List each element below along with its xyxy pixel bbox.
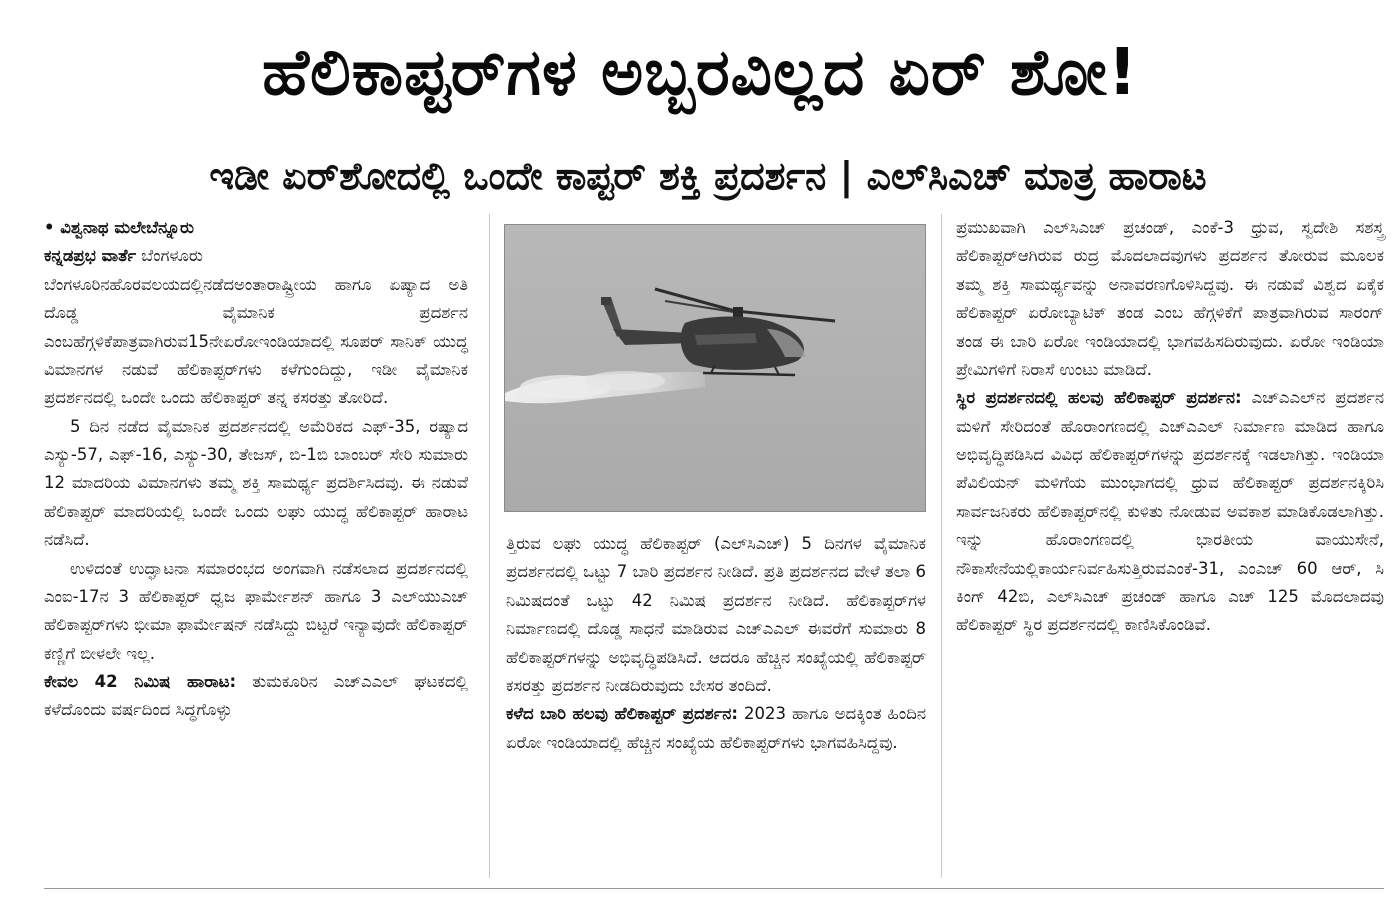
column-divider (941, 214, 942, 878)
article-column-2 (506, 530, 926, 757)
paragraph-text: ತುಮಕೂರಿನ ಎಚ್‌ಎಎಲ್ ಘಟಕದಲ್ಲಿ ಕಳೆದೊಂದು ವರ್ಷದಿಂದ ಸಿದ್ಧಗೊಳ್ಳು (44, 672, 468, 720)
paragraph: 5 ದಿನ ನಡೆದ ವೈಮಾನಿಕ ಪ್ರದರ್ಶನದಲ್ಲಿ ಅಮೆರಿಕದ ಎಫ್‌-35, ರಷ್ಯಾದ ಎಸ್ಯು-57, ಎಫ್‌-16, ಎಸ್ಯು-30, ತೇಜಸ್, ಬಿ-1ಬಿ ಬಾಂಬರ್ ಸೇರಿ ಸುಮಾರು 12 ಮಾದರಿಯ ವಿಮಾನಗಳು ತಮ್ಮ ಶಕ್ತಿ ಸಾಮರ್ಥ್ಯ ಪ್ರದರ್ಶಿಸಿದವು. ಈ ನಡುವೆ ಹೆಲಿಕಾಪ್ಟರ್ ಮಾದರಿಯಲ್ಲಿ ಒಂದೇ ಒಂದು ಲಘು ಯುದ್ಧ ಹೆಲಿಕಾಪ್ಟರ್ ಹಾರಾಟ ನಡೆಸಿದೆ. (44, 416, 468, 550)
article-column-3 (956, 214, 1384, 640)
paragraph (956, 384, 1384, 639)
paragraph-text: ಎಚ್‌ಎಎಲ್‌ನ ಪ್ರದರ್ಶನ ಮಳಿಗೆ ಸೇರಿದಂತೆ ಹೊರಾಂಗಣದಲ್ಲಿ ಎಚ್‌ಎಎಲ್ ನಿರ್ಮಾಣ ಮಾಡಿದ ಹಾಗೂ ಅಭಿವೃದ್ಧಿಪಡಿಸಿದ ವಿವಿಧ ಹೆಲಿಕಾಪ್ಟರ್‌ಗಳನ್ನು ಪ್ರದರ್ಶನಕ್ಕೆ ಇಡಲಾಗಿತ್ತು. ಇಂಡಿಯಾ ಪೆವಿಲಿಯನ್ ಮಳಿಗೆಯ ಮುಂಭಾಗದಲ್ಲಿ ಧ್ರುವ ಹೆಲಿಕಾಪ್ಟರ್ ಪ್ರದರ್ಶನಕ್ಕಿರಿಸಿ ಸಾರ್ವಜನಿಕರು ಹೆಲಿಕಾಪ್ಟರ್‌ನಲ್ಲಿ ಕುಳಿತು ನೋಡುವ ಅವಕಾಶ ಮಾಡಿಕೊಡಲಾಗಿತ್ತು. ಇನ್ನು ಹೊರಾಂಗಣದಲ್ಲಿ ಭಾರತೀಯ ವಾಯುಸೇನೆ, ನೌಕಾಸೇನೆಯಲ್ಲಿಕಾರ್ಯನಿರ್ವಹಿಸುತ್ತಿರುವಎಂಕೆ-31, ಎಂಎಚ್ 60 ಆರ್, ಸಿ ಕಿಂಗ್ 42ಬಿ, ಎಲ್‌ಸಿಎಚ್ ಪ್ರಚಂಡ್ ಹಾಗೂ ಎಚ್ 125 ಮೊದಲಾದವು ಹೆಲಿಕಾಪ್ಟರ್ ಸ್ಥಿರ ಪ್ರದರ್ಶನದಲ್ಲಿ ಕಾಣಿಸಿಕೊಂಡಿವೆ. (956, 388, 1384, 635)
byline-city: ಬೆಂಗಳೂರು (141, 246, 203, 266)
paragraph: ಉಳಿದಂತೆ ಉದ್ಘಾಟನಾ ಸಮಾರಂಭದ ಅಂಗವಾಗಿ ನಡೆಸಲಾದ ಪ್ರದರ್ಶನದಲ್ಲಿ ಎಂಐ-17ನ 3 ಹೆಲಿಕಾಪ್ಟರ್ ಧ್ವಜ ಫಾರ್ಮೇಶನ್ ಹಾಗೂ 3 ಎಲ್‌ಯುಎಚ್ ಹೆಲಿಕಾಪ್ಟರ್‌ಗಳು ಭೀಮಾ ಫಾರ್ಮೇಷನ್ ನಡೆಸಿದ್ದು ಬಿಟ್ಟರೆ ಇನ್ಯಾವುದೇ ಹೆಲಿಕಾಪ್ಟರ್ ಕಣ್ಣಿಗೆ ಬೀಳಲೇ ಇಲ್ಲ. (44, 558, 468, 663)
byline-author-name: • ವಿಶ್ವನಾಥ ಮಲೇಬೆನ್ನೂರು (44, 218, 194, 237)
paragraph: ತ್ತಿರುವ ಲಘು ಯುದ್ಧ ಹೆಲಿಕಾಪ್ಟರ್ (ಎಲ್‌ಸಿಎಚ್) 5 ದಿನಗಳ ವೈಮಾನಿಕ ಪ್ರದರ್ಶನದಲ್ಲಿ ಒಟ್ಟು 7 ಬಾರಿ ಪ್ರದರ್ಶನ ನೀಡಿದೆ. ಪ್ರತಿ ಪ್ರದರ್ಶನದ ವೇಳೆ ತಲಾ 6 ನಿಮಿಷದಂತೆ ಒಟ್ಟು 42 ನಿಮಿಷ ಪ್ರದರ್ಶನ ನೀಡಿದೆ. ಹೆಲಿಕಾಪ್ಟರ್‌ಗಳ ನಿರ್ಮಾಣದಲ್ಲಿ ದೊಡ್ಡ ಸಾಧನೆ ಮಾಡಿರುವ ಎಚ್‌ಎಎಲ್ ಈವರೆಗೆ ಸುಮಾರು 8 ಹೆಲಿಕಾಪ್ಟರ್‌ಗಳನ್ನು ಅಭಿವೃದ್ಧಿಪಡಿಸಿದೆ. ಆದರೂ ಹೆಚ್ಚಿನ ಸಂಖ್ಯೆಯಲ್ಲಿ ಹೆಲಿಕಾಪ್ಟರ್ ಕಸರತ್ತು ಪ್ರದರ್ಶನ ನೀಡದಿರುವುದು ಬೇಸರ ತಂದಿದೆ. (506, 534, 926, 695)
byline-agency: ಕನ್ನಡಪ್ರಭ ವಾರ್ತೆ (44, 246, 137, 266)
helicopter-photo (504, 224, 926, 512)
paragraph: ಪ್ರಮುಖವಾಗಿ ಎಲ್‌ಸಿಎಚ್ ಪ್ರಚಂಡ್, ಎಂಕೆ-3 ಧ್ರುವ, ಸ್ವದೇಶಿ ಸಶಸ್ತ್ರ ಹೆಲಿಕಾಪ್ಟರ್‌ಆಗಿರುವ ರುದ್ರ ಮೊದಲಾದವುಗಳು ಪ್ರದರ್ಶನ ತೋರುವ ಮೂಲಕ ತಮ್ಮ ಶಕ್ತಿ ಸಾಮರ್ಥ್ಯವನ್ನು ಅನಾವರಣಗೊಳಿಸಿದ್ದವು. ಈ ನಡುವೆ ವಿಶ್ವದ ಏಕೈಕ ಹೆಲಿಕಾಪ್ಟರ್ ಏರೋಬ್ಯಾಟಿಕ್ ತಂಡ ಎಂಬ ಹೆಗ್ಗಳಿಕೆಗೆ ಪಾತ್ರವಾಗಿರುವ ಸಾರಂಗ್ ತಂಡ ಈ ಬಾರಿ ಏರೋ ಇಂಡಿಯಾದಲ್ಲಿ ಭಾಗವಹಿಸದಿರುವುದು. ಏರೋ ಇಂಡಿಯಾ ಪ್ರೇಮಿಗಳಿಗೆ ನಿರಾಸೆ ಉಂಟು ಮಾಡಿದೆ. (956, 218, 1384, 379)
byline-author (44, 214, 468, 242)
subheadline: ಇಡೀ ಏರ್‌ಶೋದಲ್ಲಿ ಒಂದೇ ಕಾಪ್ಟರ್ ಶಕ್ತಿ ಪ್ರದರ್ಶನ | ಎಲ್‌ಸಿಎಚ್ ಮಾತ್ರ ಹಾರಾಟ (209, 153, 1207, 198)
subsection-heading: ಕೇವಲ 42 ನಿಮಿಷ ಹಾರಾಟ: (44, 672, 237, 691)
article-column-1 (44, 214, 468, 725)
paragraph (44, 668, 468, 725)
column-divider (489, 214, 490, 878)
paragraph-text: 2023 ಹಾಗೂ ಅದಕ್ಕಿಂತ ಹಿಂದಿನ ಏರೋ ಇಂಡಿಯಾದಲ್ಲಿ ಹೆಚ್ಚಿನ ಸಂಖ್ಯೆಯ ಹೆಲಿಕಾಪ್ಟರ್‌ಗಳು ಭಾಗವಹಿಸಿದ್ದವು. (506, 704, 926, 752)
subsection-heading: ಸ್ಥಿರ ಪ್ರದರ್ಶನದಲ್ಲಿ ಹಲವು ಹೆಲಿಕಾಪ್ಟರ್ ಪ್ರದರ್ಶನ: (956, 388, 1242, 408)
paragraph: ಬೆಂಗಳೂರಿನಹೊರವಲಯದಲ್ಲಿನಡೆದಅಂತಾರಾಷ್ಟ್ರೀಯ ಹಾಗೂ ಏಷ್ಯಾದ ಅತಿ ದೊಡ್ಡ ವೈಮಾನಿಕ ಪ್ರದರ್ಶನ ಎಂಬಹೆಗ್ಗಳಿಕೆಪಾತ್ರವಾಗಿರುವ15ನೇಏರೋಇಂಡಿಯಾದಲ್ಲಿ ಸೂಪರ್ ಸಾನಿಕ್ ಯುದ್ಧ ವಿಮಾನಗಳ ನಡುವೆ ಹೆಲಿಕಾಪ್ಟರ್‌ಗಳು ಕಳೆಗುಂದಿದ್ದು, ಇಡೀ ವೈಮಾನಿಕ ಪ್ರದರ್ಶನದಲ್ಲಿ ಒಂದೇ ಒಂದು ಹೆಲಿಕಾಪ್ಟರ್ ತನ್ನ ಕಸರತ್ತು ತೋರಿದೆ. (44, 274, 468, 408)
subsection-heading: ಕಳೆದ ಬಾರಿ ಹಲವು ಹೆಲಿಕಾಪ್ಟರ್ ಪ್ರದರ್ಶನ: (506, 704, 739, 724)
paragraph (506, 700, 926, 757)
byline-dateline (44, 242, 468, 270)
headline: ಹೆಲಿಕಾಪ್ಟರ್‌ಗಳ ಅಬ್ಬರವಿಲ್ಲದ ಏರ್ ಶೋ! (262, 36, 1138, 110)
bottom-rule (44, 888, 1384, 889)
